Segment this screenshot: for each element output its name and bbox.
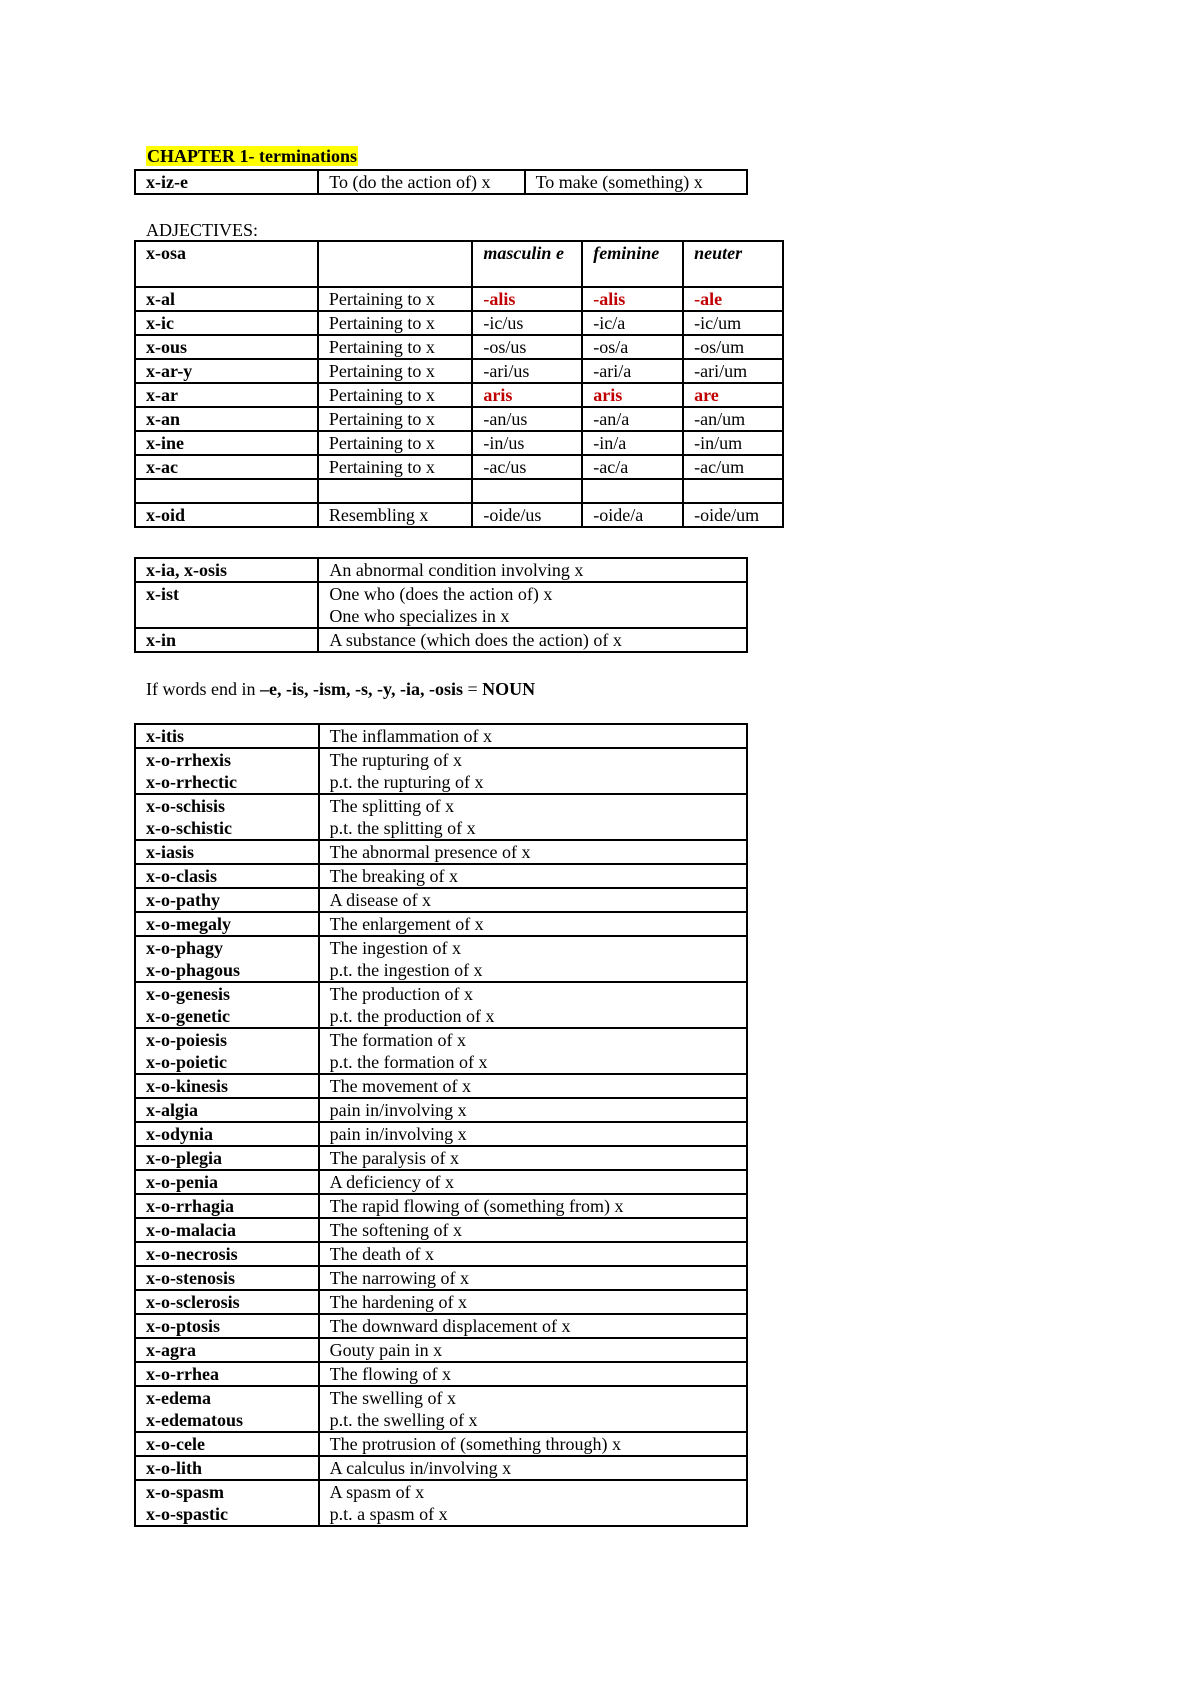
meaning-cell: The production of x p.t. the production of x: [319, 982, 747, 1028]
meaning-cell: The downward displacement of x: [319, 1314, 747, 1338]
term-cell: x-algia: [135, 1098, 319, 1122]
meaning-cell: The paralysis of x: [319, 1146, 747, 1170]
meaning-cell: The splitting of x p.t. the splitting of x: [319, 794, 747, 840]
term-cell: x-o-pathy: [135, 888, 319, 912]
table-row: [135, 912, 747, 936]
meaning-cell: The formation of x p.t. the formation of x: [319, 1028, 747, 1074]
meaning-cell: The flowing of x: [319, 1362, 747, 1386]
table-row: [135, 1170, 747, 1194]
table-row: [135, 170, 747, 194]
term-cell: x-o-penia: [135, 1170, 319, 1194]
masculine-cell: -ari/us: [472, 359, 582, 383]
term-cell: x-in: [135, 628, 318, 652]
masculine-cell: -ac/us: [472, 455, 582, 479]
feminine-cell: -ac/a: [582, 455, 683, 479]
meaning-cell: Pertaining to x: [318, 359, 473, 383]
feminine-cell: -os/a: [582, 335, 683, 359]
term-cell: x-o-phagy x-o-phagous: [135, 936, 319, 982]
table-row: [135, 1266, 747, 1290]
table-row: [135, 558, 747, 582]
neuter-cell: -ale: [683, 287, 783, 311]
column-header: x-osa: [135, 241, 318, 287]
meaning-cell: The breaking of x: [319, 864, 747, 888]
meaning-cell: The abnormal presence of x: [319, 840, 747, 864]
term-cell: [135, 479, 318, 503]
column-header: feminine: [582, 241, 683, 287]
term-cell: x-ous: [135, 335, 318, 359]
verb-table: [134, 169, 748, 195]
feminine-cell: aris: [582, 383, 683, 407]
meaning-cell: To (do the action of) x: [318, 170, 524, 194]
table-row: [135, 287, 783, 311]
table-row: [135, 1242, 747, 1266]
table-row: [135, 383, 783, 407]
table-row: [135, 1218, 747, 1242]
meaning-cell: A deficiency of x: [319, 1170, 747, 1194]
table-row: [135, 1314, 747, 1338]
feminine-cell: -in/a: [582, 431, 683, 455]
term-cell: x-o-genesis x-o-genetic: [135, 982, 319, 1028]
masculine-cell: -alis: [472, 287, 582, 311]
neuter-cell: -ari/um: [683, 359, 783, 383]
noun-rule-prefix: If words end in: [146, 679, 260, 699]
term-cell: x-o-ptosis: [135, 1314, 319, 1338]
table-row: [135, 1386, 747, 1432]
noun-rule-endings: –e, -is, -ism, -s, -y, -ia, -osis: [259, 679, 463, 699]
column-header: [318, 241, 473, 287]
column-header: masculin e: [472, 241, 582, 287]
term-cell: x-ist: [135, 582, 318, 628]
feminine-cell: -ari/a: [582, 359, 683, 383]
table-row: [135, 1098, 747, 1122]
meaning-cell: The enlargement of x: [319, 912, 747, 936]
meaning-cell: The inflammation of x: [319, 724, 747, 748]
feminine-cell: -oide/a: [582, 503, 683, 527]
table-row: [135, 335, 783, 359]
term-cell: x-oid: [135, 503, 318, 527]
term-cell: x-o-schisis x-o-schistic: [135, 794, 319, 840]
meaning-cell: The rapid flowing of (something from) x: [319, 1194, 747, 1218]
table-row: [135, 1122, 747, 1146]
table-row: [135, 455, 783, 479]
table-row: [135, 359, 783, 383]
term-cell: x-o-sclerosis: [135, 1290, 319, 1314]
masculine-cell: -an/us: [472, 407, 582, 431]
meaning-cell: The ingestion of x p.t. the ingestion of x: [319, 936, 747, 982]
term-cell: x-o-necrosis: [135, 1242, 319, 1266]
meaning-cell: The swelling of x p.t. the swelling of x: [319, 1386, 747, 1432]
meaning-cell: The softening of x: [319, 1218, 747, 1242]
term-cell: x-o-malacia: [135, 1218, 319, 1242]
feminine-cell: -ic/a: [582, 311, 683, 335]
table-row: [135, 1432, 747, 1456]
table-row: [135, 1456, 747, 1480]
table-row: [135, 479, 783, 503]
meaning-cell: A spasm of x p.t. a spasm of x: [319, 1480, 747, 1526]
neuter-cell: -os/um: [683, 335, 783, 359]
term-cell: x-o-poiesis x-o-poietic: [135, 1028, 319, 1074]
meaning-cell: Pertaining to x: [318, 407, 473, 431]
term-cell: x-ar: [135, 383, 318, 407]
term-cell: x-ar-y: [135, 359, 318, 383]
meaning-cell: An abnormal condition involving x: [318, 558, 747, 582]
masculine-cell: aris: [472, 383, 582, 407]
term-cell: x-o-stenosis: [135, 1266, 319, 1290]
table-row: [135, 1146, 747, 1170]
term-cell: x-iz-e: [135, 170, 318, 194]
term-cell: x-ine: [135, 431, 318, 455]
table-row: [135, 431, 783, 455]
neuter-cell: -oide/um: [683, 503, 783, 527]
meaning-cell: A calculus in/involving x: [319, 1456, 747, 1480]
masculine-cell: -in/us: [472, 431, 582, 455]
meaning-cell: [318, 479, 473, 503]
term-cell: x-o-cele: [135, 1432, 319, 1456]
table-row: [135, 628, 747, 652]
term-cell: x-o-spasm x-o-spastic: [135, 1480, 319, 1526]
term-cell: x-al: [135, 287, 318, 311]
chapter-title: [146, 145, 358, 167]
term-cell: x-o-clasis: [135, 864, 319, 888]
table-row: [135, 1338, 747, 1362]
neuter-cell: -an/um: [683, 407, 783, 431]
meaning-cell: One who (does the action of) x One who specializes in x: [318, 582, 747, 628]
table-header-row: [135, 241, 783, 287]
feminine-cell: -alis: [582, 287, 683, 311]
meaning-cell: The death of x: [319, 1242, 747, 1266]
neuter-cell: -ic/um: [683, 311, 783, 335]
table-row: [135, 936, 747, 982]
meaning-cell: Pertaining to x: [318, 455, 473, 479]
neuter-cell: -ac/um: [683, 455, 783, 479]
meaning-cell: pain in/involving x: [319, 1122, 747, 1146]
table-row: [135, 864, 747, 888]
chapter-title-text: CHAPTER 1- terminations: [147, 146, 357, 166]
term-cell: x-itis: [135, 724, 319, 748]
term-cell: x-o-rrhexis x-o-rrhectic: [135, 748, 319, 794]
term-cell: x-o-plegia: [135, 1146, 319, 1170]
meaning-cell: A disease of x: [319, 888, 747, 912]
neuter-cell: [683, 479, 783, 503]
term-cell: x-o-rrhagia: [135, 1194, 319, 1218]
term-cell: x-iasis: [135, 840, 319, 864]
term-cell: x-ac: [135, 455, 318, 479]
term-cell: x-an: [135, 407, 318, 431]
noun-table: [134, 557, 748, 653]
table-row: [135, 1194, 747, 1218]
term-cell: x-ia, x-osis: [135, 558, 318, 582]
table-row: [135, 840, 747, 864]
noun-rule-note: [146, 678, 535, 700]
meaning-cell: Resembling x: [318, 503, 473, 527]
meaning-cell: The protrusion of (something through) x: [319, 1432, 747, 1456]
term-cell: x-odynia: [135, 1122, 319, 1146]
term-cell: x-ic: [135, 311, 318, 335]
adjectives-table: [134, 240, 784, 528]
adjectives-label: ADJECTIVES:: [146, 220, 258, 240]
feminine-cell: [582, 479, 683, 503]
neuter-cell: -in/um: [683, 431, 783, 455]
noun-rule-equals: =: [462, 679, 483, 699]
table-row: [135, 311, 783, 335]
table-row: [135, 1362, 747, 1386]
term-cell: x-o-rrhea: [135, 1362, 319, 1386]
meaning-cell: The narrowing of x: [319, 1266, 747, 1290]
meaning-cell: Gouty pain in x: [319, 1338, 747, 1362]
term-cell: x-o-lith: [135, 1456, 319, 1480]
table-row: [135, 794, 747, 840]
meaning-cell: Pertaining to x: [318, 431, 473, 455]
meaning-cell: The movement of x: [319, 1074, 747, 1098]
meaning-cell: The rupturing of x p.t. the rupturing of x: [319, 748, 747, 794]
table-row: [135, 1028, 747, 1074]
meaning-cell: Pertaining to x: [318, 383, 473, 407]
meaning-cell: pain in/involving x: [319, 1098, 747, 1122]
table-row: [135, 407, 783, 431]
table-row: [135, 982, 747, 1028]
masculine-cell: -os/us: [472, 335, 582, 359]
meaning-cell: A substance (which does the action) of x: [318, 628, 747, 652]
neuter-cell: are: [683, 383, 783, 407]
meaning-cell: The hardening of x: [319, 1290, 747, 1314]
column-header: neuter: [683, 241, 783, 287]
masculine-cell: -ic/us: [472, 311, 582, 335]
feminine-cell: -an/a: [582, 407, 683, 431]
term-cell: x-edema x-edematous: [135, 1386, 319, 1432]
table-row: [135, 1290, 747, 1314]
table-row: [135, 888, 747, 912]
meaning-cell: Pertaining to x: [318, 335, 473, 359]
table-row: [135, 582, 747, 628]
table-row: [135, 724, 747, 748]
term-cell: x-agra: [135, 1338, 319, 1362]
table-row: [135, 748, 747, 794]
noun-rule-result: NOUN: [482, 679, 536, 699]
meaning-cell: To make (something) x: [525, 170, 747, 194]
meaning-cell: Pertaining to x: [318, 287, 473, 311]
suffix-table: [134, 723, 748, 1527]
term-cell: x-o-kinesis: [135, 1074, 319, 1098]
term-cell: x-o-megaly: [135, 912, 319, 936]
masculine-cell: [472, 479, 582, 503]
table-row: [135, 1480, 747, 1526]
table-row: [135, 1074, 747, 1098]
meaning-cell: Pertaining to x: [318, 311, 473, 335]
table-row: [135, 503, 783, 527]
masculine-cell: -oide/us: [472, 503, 582, 527]
